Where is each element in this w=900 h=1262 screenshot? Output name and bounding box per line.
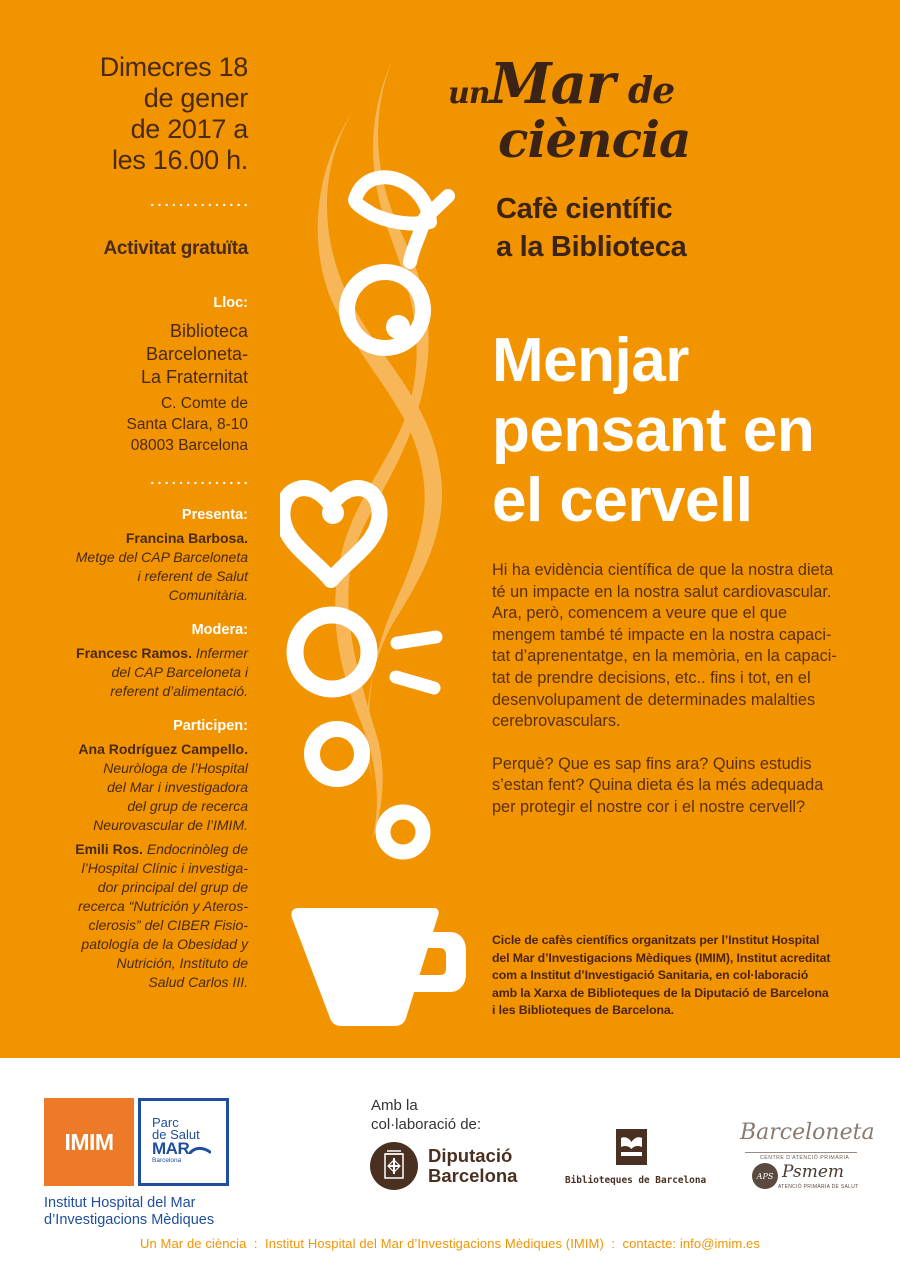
dotted-divider: ..............: [150, 471, 251, 487]
desc-line: i referent de Salut: [137, 568, 248, 584]
place-line: Barceloneta-: [145, 344, 248, 364]
event-date: [40, 52, 248, 176]
text-line: cerebrovasculars.: [492, 712, 621, 731]
credits-line: Cicle de cafès científics organitzats per l’Institut Hospital: [492, 933, 820, 947]
subtitle: [496, 190, 687, 266]
desc-line: Endocrinòleg de: [146, 841, 248, 857]
psmar-mar: [152, 1141, 226, 1157]
footer: [0, 1058, 900, 1262]
divider: [745, 1152, 857, 1153]
brand-mar: Mar: [489, 51, 615, 117]
participant-info: [40, 840, 248, 992]
presenter-description: [40, 548, 248, 605]
collaboration-label: [371, 1096, 481, 1134]
participant-description: [40, 759, 248, 835]
date-line: les 16.00 h.: [111, 145, 248, 175]
diputacio-seal-icon: [370, 1142, 418, 1190]
description-paragraph-1: [492, 560, 882, 733]
title-line: Menjar: [492, 326, 689, 395]
subtitle-line: a la Biblioteca: [496, 231, 687, 263]
credits-line: i les Biblioteques de Barcelona.: [492, 1003, 674, 1017]
text-line: s’estan fent? Quina dieta és la més adequada: [492, 776, 824, 795]
desc-line: del grup de recerca: [127, 798, 248, 814]
imim-name-line: Institut Hospital del Mar: [44, 1195, 196, 1211]
presenter-name: Francina Barbosa.: [125, 530, 248, 546]
desc-line: dor principal del grup de: [97, 879, 248, 895]
address-line: C. Comte de: [160, 395, 248, 412]
psmar-line: Parc: [152, 1115, 179, 1130]
text-line: Hi ha evidència científica de que la nostra dieta: [492, 561, 834, 579]
title-line: pensant en: [492, 396, 815, 465]
text-line: per protegir el nostre cor i el nostre cervell?: [492, 797, 806, 816]
participants-label: Participen:: [173, 718, 248, 734]
barceloneta-cap-subtitle: CENTRE D’ATENCIÓ PRIMÀRIA: [760, 1155, 850, 1161]
free-activity-label: Activitat gratuïta: [103, 238, 248, 259]
imim-logo: IMIM: [44, 1098, 134, 1186]
credits-line: com a Institut d’Investigació Sanitaria, en col·laboració: [492, 968, 809, 982]
diputacio-line: Diputació: [428, 1145, 513, 1166]
text-line: Perquè? Que es sap fins ara? Quins estudis: [492, 754, 812, 773]
desc-line: Neuròloga de l’Hospital: [103, 760, 248, 776]
moderator-info: [40, 644, 248, 701]
address-line: Santa Clara, 8-10: [126, 416, 248, 433]
place-line: La Fraternitat: [140, 367, 248, 387]
desc-line: patología de la Obesidad y: [81, 936, 248, 952]
text-line: desenvolupament de determinades malalties: [492, 690, 816, 709]
dotted-divider: ..............: [150, 193, 251, 209]
text-line: tat d’aprenentatge, en la memòria, en la capaci-: [492, 647, 837, 666]
desc-line: recerca “Nutrición y Ateros-: [78, 898, 248, 914]
desc-line: Salud Carlos III.: [148, 974, 248, 990]
desc-line: clerosis” del CIBER Fisio-: [88, 917, 248, 933]
presenter-label: Presenta:: [181, 507, 248, 523]
wave-icon: [189, 1146, 211, 1154]
biblioteques-logo-icon: [616, 1129, 647, 1165]
text-line: mengem també té impacte en la nostra capaci-: [492, 625, 832, 644]
address-line: 08003 Barcelona: [130, 437, 248, 454]
imim-full-name: [44, 1195, 214, 1228]
coffee-cup-icon: [291, 908, 466, 1026]
subtitle-line: Cafè científic: [496, 193, 673, 225]
psmar-line: Barcelona: [152, 1157, 182, 1164]
barceloneta-cap-logo: Barceloneta: [740, 1120, 875, 1145]
psmar-line: de Salut: [152, 1127, 200, 1142]
date-line: Dimecres 18: [99, 52, 248, 82]
parc-salut-mar-logo: [138, 1098, 229, 1186]
credits-line: del Mar d’Investigacions Mèdiques (IMIM), Institut acreditat: [492, 950, 831, 965]
title-line: el cervell: [492, 466, 753, 535]
desc-line: del Mar i investigadora: [107, 779, 248, 795]
organizer-credits: [492, 932, 887, 1020]
text-line: té un impacte en la nostra salut cardiovascular.: [492, 582, 832, 601]
location-place: [40, 320, 248, 389]
text-line: tat de prendre decisions, etc.. fins i tot, en el: [492, 668, 811, 687]
date-line: de gener: [143, 83, 248, 113]
brand-logo: [440, 51, 691, 169]
collab-line: col·laboració de:: [371, 1116, 482, 1133]
brand-line-1: [448, 51, 690, 117]
description: [492, 560, 882, 819]
place-line: Biblioteca: [169, 321, 248, 341]
credits-line: amb la Xarxa de Biblioteques de la Diputació de Barcelona: [492, 985, 829, 1000]
brand-ciencia: ciència: [498, 110, 691, 169]
desc-line: Neurovascular de l’IMIM.: [93, 817, 248, 833]
desc-line: Nutrición, Instituto de: [116, 955, 248, 971]
psmem-logo: Psmem: [782, 1162, 845, 1182]
location-address: [40, 393, 248, 456]
desc-line: l’Hospital Clínic i investiga-: [81, 860, 248, 876]
description-paragraph-2: [492, 754, 882, 819]
participant-name: Emili Ros.: [75, 841, 143, 857]
moderator-label: Modera:: [191, 622, 248, 638]
aps-logo-icon: APS: [752, 1163, 778, 1189]
diputacio-line: Barcelona: [428, 1165, 518, 1186]
desc-line: Metge del CAP Barceloneta: [75, 549, 248, 565]
diputacio-logo-text: [428, 1146, 517, 1186]
event-info-column: [40, 52, 251, 992]
participant-name: Ana Rodríguez Campello.: [78, 741, 248, 757]
contact-line: Un Mar de ciència : Institut Hospital del Mar d’Investigacions Mèdiques (IMIM) : contacte: info@imim.es: [140, 1236, 760, 1251]
psmem-subtitle: ATENCIÓ PRIMÀRIA DE SALUT: [778, 1184, 859, 1190]
psmar-mar-text: MAR: [152, 1139, 190, 1158]
date-line: de 2017 a: [130, 114, 248, 144]
main-title: [492, 326, 814, 536]
desc-line: Infermer: [195, 645, 248, 661]
desc-line: Comunitària.: [168, 587, 248, 603]
brand-un: un: [448, 76, 490, 111]
desc-line: del CAP Barceloneta i: [111, 664, 248, 680]
imim-name-line: d’Investigacions Mèdiques: [44, 1211, 215, 1228]
collab-line: Amb la: [371, 1097, 418, 1114]
biblioteques-logo-text: Biblioteques de Barcelona: [565, 1175, 707, 1186]
location-label: Lloc:: [213, 295, 248, 311]
moderator-name: Francesc Ramos.: [76, 645, 192, 661]
brand-de: de: [628, 70, 675, 112]
coffee-steam-illustration: [280, 40, 490, 1058]
desc-line: referent d’alimentació.: [110, 683, 248, 699]
text-line: Ara, però, comencem a veure que el que: [492, 604, 788, 623]
